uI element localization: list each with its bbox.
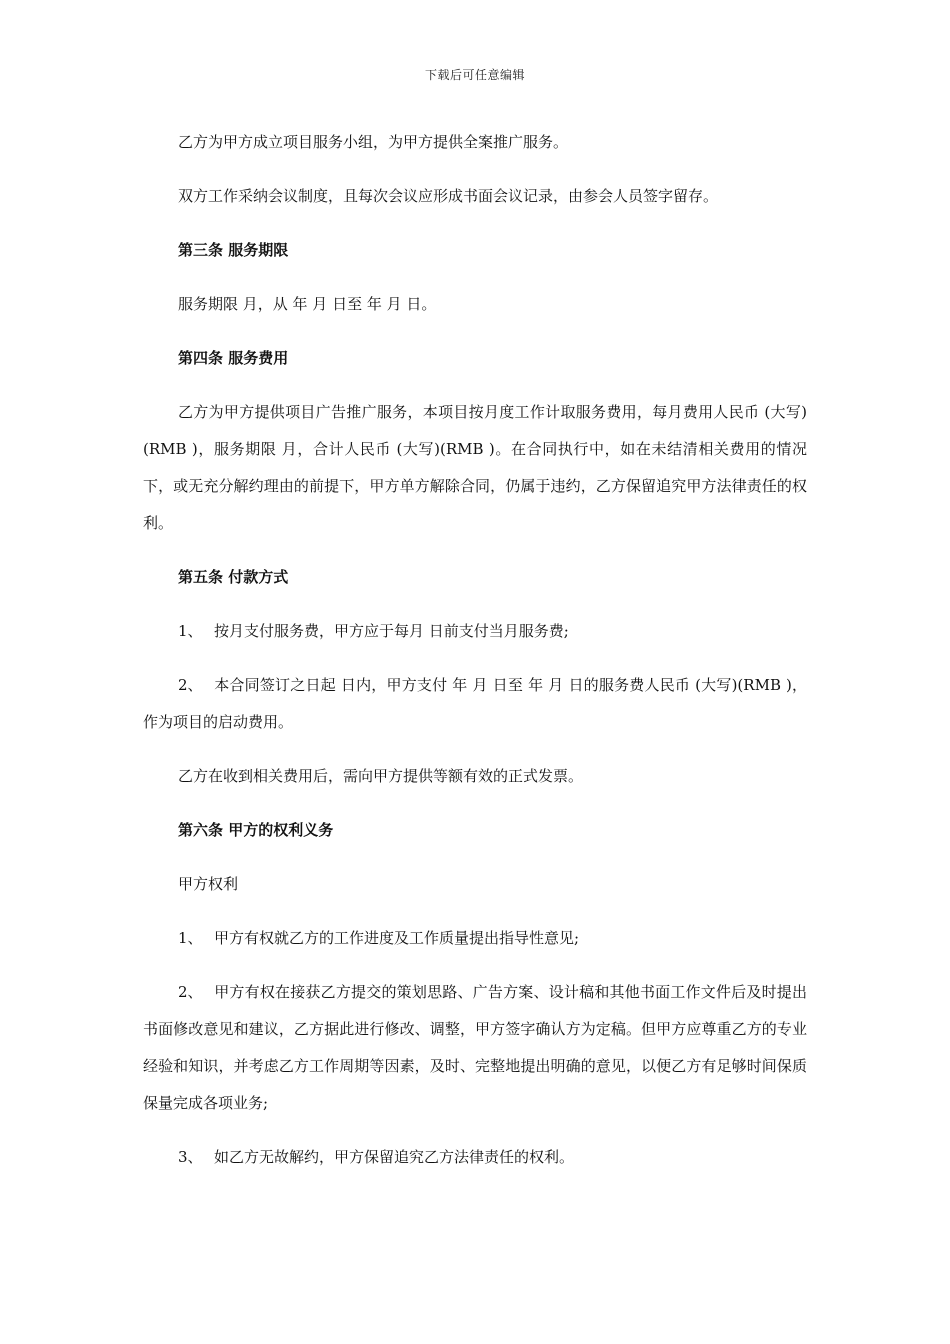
list-number: 1、 (178, 622, 203, 640)
paragraph-service-period: 服务期限 月，从 年 月 日至 年 月 日。 (178, 295, 437, 313)
list-item-right-2 (143, 974, 807, 1122)
list-item-payment-2 (143, 667, 807, 741)
heading-article-3: 第三条 服务期限 (178, 241, 289, 259)
list-number: 2、 (178, 676, 203, 694)
heading-article-5: 第五条 付款方式 (178, 568, 289, 586)
paragraph-meeting-system: 双方工作采纳会议制度，且每次会议应形成书面会议记录，由参会人员签字留存。 (178, 187, 719, 205)
list-item-text: 甲方有权在接获乙方提交的策划思路、广告方案、设计稿和其他书面工作文件后及时提出书面修改意见和建议，乙方据此进行修改、调整，甲方签字确认方为定稿。但甲方应尊重乙方的专业经验和知识，并考虑乙方工作周期等因素，及时、完整地提出明确的意见，以便乙方有足够时间保质保量完成各项业务; (143, 983, 807, 1112)
heading-article-6: 第六条 甲方的权利义务 (178, 821, 334, 839)
page-header-note: 下载后可任意编辑 (424, 68, 525, 82)
list-item-payment-1 (143, 613, 807, 650)
document-body (143, 124, 807, 1193)
list-number: 2、 (178, 983, 203, 1001)
list-item-text: 按月支付服务费，甲方应于每月 日前支付当月服务费; (214, 622, 569, 640)
list-item-right-3 (143, 1139, 807, 1176)
list-item-right-1 (143, 920, 807, 957)
subheading-party-a-rights: 甲方权利 (178, 875, 239, 893)
list-item-text: 如乙方无故解约，甲方保留追究乙方法律责任的权利。 (214, 1148, 575, 1166)
list-number: 1、 (178, 929, 203, 947)
heading-article-4: 第四条 服务费用 (178, 349, 289, 367)
paragraph-service-team: 乙方为甲方成立项目服务小组，为甲方提供全案推广服务。 (178, 133, 569, 151)
list-number: 3、 (178, 1148, 203, 1166)
list-item-text: 甲方有权就乙方的工作进度及工作质量提出指导性意见; (214, 929, 580, 947)
paragraph-invoice: 乙方在收到相关费用后，需向甲方提供等额有效的正式发票。 (178, 767, 584, 785)
paragraph-service-fee: 乙方为甲方提供项目广告推广服务，本项目按月度工作计取服务费用，每月费用人民币 (大写)(RMB )，服务期限 月，合计人民币 (大写)(RMB )。在合同执行中，如在未结清相关费用的情况下，或无充分解约理由的前提下，甲方单方解除合同，仍属于违约，乙方保留追究甲方法律责任的权利。 (143, 403, 807, 532)
list-item-text: 本合同签订之日起 日内，甲方支付 年 月 日至 年 月 日的服务费人民币 (大写)(RMB )，作为项目的启动费用。 (143, 676, 808, 731)
